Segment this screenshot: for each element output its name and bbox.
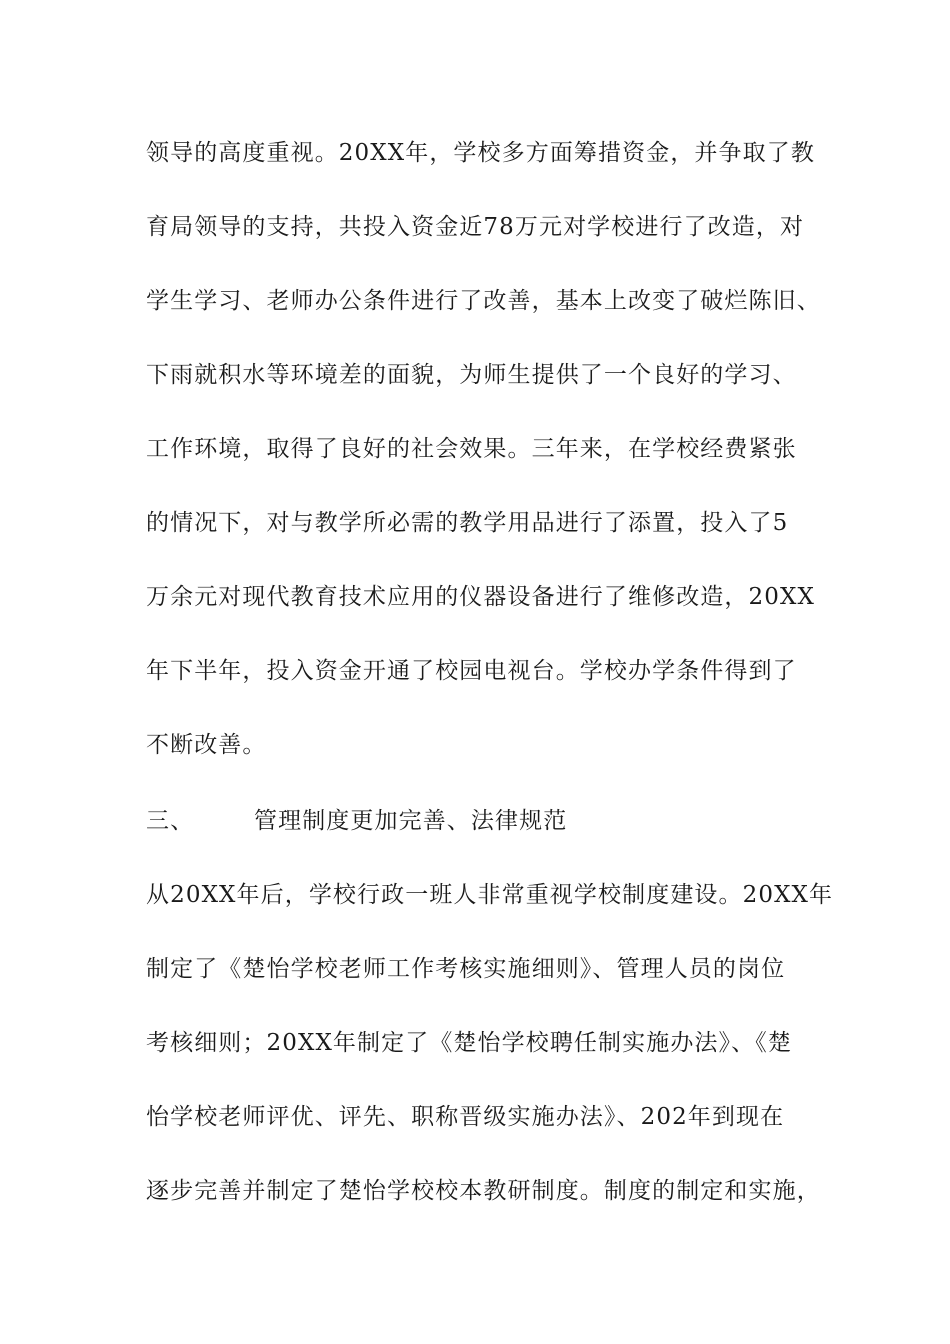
- body-text-line: 学生学习、老师办公条件进行了改善，基本上改变了破烂陈旧、: [146, 288, 821, 314]
- body-text-line: 从20XX年后，学校行政一班人非常重视学校制度建设。20XX年: [146, 882, 834, 908]
- section-heading-title: 管理制度更加完善、法律规范: [254, 808, 568, 834]
- section-heading: [146, 806, 836, 836]
- body-text-line: 下雨就积水等环境差的面貌，为师生提供了一个良好的学习、: [146, 362, 797, 388]
- body-text-line: 逐步完善并制定了楚怡学校校本教研制度。制度的制定和实施，: [146, 1178, 821, 1204]
- body-text-line: 育局领导的支持，共投入资金近78万元对学校进行了改造，对: [146, 214, 805, 240]
- section-heading-number: 三、: [146, 808, 195, 834]
- body-text-line: 不断改善。: [146, 732, 267, 758]
- body-text-line: 的情况下，对与教学所必需的教学用品进行了添置，投入了5: [146, 510, 789, 536]
- body-text-line: 领导的高度重视。20XX年，学校多方面筹措资金，并争取了教: [146, 140, 815, 166]
- body-text-line: 怡学校老师评优、评先、职称晋级实施办法》、202年到现在: [146, 1104, 785, 1130]
- body-text-line: 考核细则；20XX年制定了《楚怡学校聘任制实施办法》、《楚: [146, 1030, 792, 1056]
- body-text-line: 制定了《楚怡学校老师工作考核实施细则》、管理人员的岗位: [146, 956, 786, 982]
- body-text-line: 万余元对现代教育技术应用的仪器设备进行了维修改造，20XX: [146, 584, 815, 610]
- body-text-line: 年下半年，投入资金开通了校园电视台。学校办学条件得到了: [146, 658, 797, 684]
- body-text-line: 工作环境，取得了良好的社会效果。三年来，在学校经费紧张: [146, 436, 797, 462]
